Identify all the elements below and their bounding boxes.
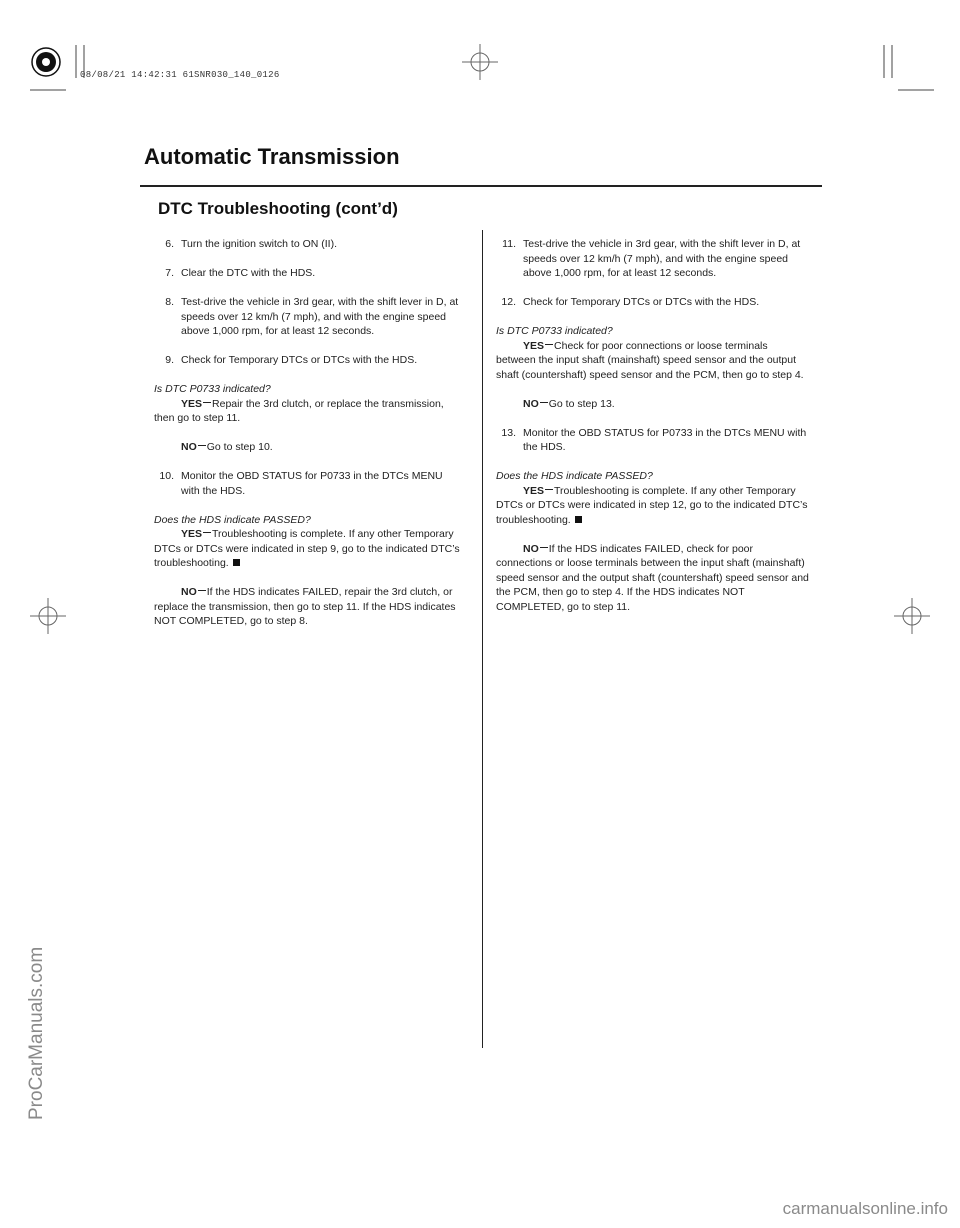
column-divider (482, 230, 483, 1048)
step-12 (496, 295, 810, 310)
dash-mark (545, 344, 553, 345)
step-11 (496, 237, 810, 281)
right-column (496, 237, 810, 629)
answer-no-step-13 (496, 542, 810, 615)
dash-mark (545, 489, 553, 490)
step-text: Clear the DTC with the HDS. (181, 267, 316, 279)
step-number: 9. (165, 354, 174, 366)
step-10 (154, 469, 464, 498)
end-mark-icon (575, 516, 582, 523)
question-step-10: Does the HDS indicate PASSED? (154, 513, 311, 526)
step-number: 10. (159, 470, 174, 482)
answer-yes-step-13 (496, 484, 810, 528)
dash-mark (203, 402, 211, 403)
dash-mark (198, 590, 206, 591)
step-number: 6. (165, 238, 174, 250)
answer-text: If the HDS indicates FAILED, repair the 3rd clutch, or replace the transmission, then go to step 11. If the HDS indicates NOT COMPLETED, go to step 8. (154, 586, 456, 627)
dash-mark (540, 547, 548, 548)
footer-watermark: carmanualsonline.info (782, 1199, 948, 1218)
step-text: Monitor the OBD STATUS for P0733 in the DTCs MENU with the HDS. (523, 426, 807, 453)
yes-label: YES (181, 397, 203, 410)
step-number: 12. (501, 296, 516, 308)
question-step-9: Is DTC P0733 indicated? (154, 383, 271, 395)
answer-text: If the HDS indicates FAILED, check for poor connections or loose terminals between the input shaft (mainshaft) speed sensor and the output shaft (countershaft) speed sensor and the PCM, then go to step 4. If the HDS indicates NOT COMPLETED, go to step 11. (496, 542, 809, 613)
step-8 (154, 295, 464, 339)
yes-label: YES (523, 339, 545, 352)
step-text: Check for Temporary DTCs or DTCs with the HDS. (181, 354, 418, 366)
step-number: 8. (165, 296, 174, 308)
dash-mark (198, 445, 206, 446)
step-7 (154, 266, 464, 281)
answer-yes-step-12 (496, 339, 810, 383)
yes-label: YES (523, 484, 545, 497)
dash-mark (203, 532, 211, 533)
print-stamp: 08/08/21 14:42:31 61SNR030_140_0126 (80, 70, 280, 80)
answer-text: Troubleshooting is complete. If any other Temporary DTCs or DTCs were indicated in step 9, go to the indicated DTC’s troubleshooting. (154, 528, 460, 569)
answer-text: Repair the 3rd clutch, or replace the transmission, then go to step 11. (154, 397, 444, 424)
page-title: Automatic Transmission (144, 144, 400, 169)
answer-no-step-9 (154, 440, 464, 455)
step-number: 7. (165, 267, 174, 279)
step-text: Check for Temporary DTCs or DTCs with the HDS. (523, 296, 760, 308)
no-label: NO (523, 397, 539, 410)
step-6 (154, 237, 464, 252)
question-step-13: Does the HDS indicate PASSED? (496, 470, 653, 482)
answer-yes-step-9 (154, 397, 464, 426)
side-watermark: ProCarManuals.com (26, 946, 47, 1120)
no-label: NO (181, 586, 197, 598)
answer-yes-step-10 (154, 527, 464, 571)
answer-text: Go to step 10. (206, 441, 273, 453)
answer-no-step-12 (496, 397, 810, 412)
step-text: Test-drive the vehicle in 3rd gear, with the shift lever in D, at speeds over 12 km/h (7 mph), and with the engine speed above 1,000 rpm, for at least 12 seconds. (181, 296, 459, 337)
step-text: Test-drive the vehicle in 3rd gear, with the shift lever in D, at speeds over 12 km/h (7 mph), and with the engine speed above 1,000 rpm, for at least 12 seconds. (523, 238, 801, 279)
question-step-12: Is DTC P0733 indicated? (496, 325, 613, 337)
end-mark-icon (233, 559, 240, 566)
answer-text: Check for poor connections or loose terminals between the input shaft (mainshaft) speed sensor and the output shaft (countershaft) speed sensor and the PCM, then go to step 4. (496, 339, 804, 381)
answer-text: Go to step 13. (548, 397, 615, 410)
answer-text: Troubleshooting is complete. If any other Temporary DTCs or DTCs were indicated in step 12, go to the indicated DTC’s troubleshooting. (496, 484, 808, 526)
section-title: DTC Troubleshooting (cont’d) (158, 199, 398, 218)
left-column (154, 237, 464, 643)
step-number: 11. (502, 238, 516, 250)
step-text: Monitor the OBD STATUS for P0733 in the DTCs MENU with the HDS. (181, 470, 443, 497)
dash-mark (540, 402, 548, 403)
step-9 (154, 353, 464, 368)
step-13 (496, 426, 810, 455)
no-label: NO (181, 441, 197, 453)
yes-label: YES (181, 528, 203, 540)
step-number: 13. (501, 426, 516, 439)
title-rule (140, 185, 822, 187)
answer-no-step-10 (154, 585, 464, 629)
step-text: Turn the ignition switch to ON (II). (181, 238, 337, 250)
no-label: NO (523, 542, 539, 555)
